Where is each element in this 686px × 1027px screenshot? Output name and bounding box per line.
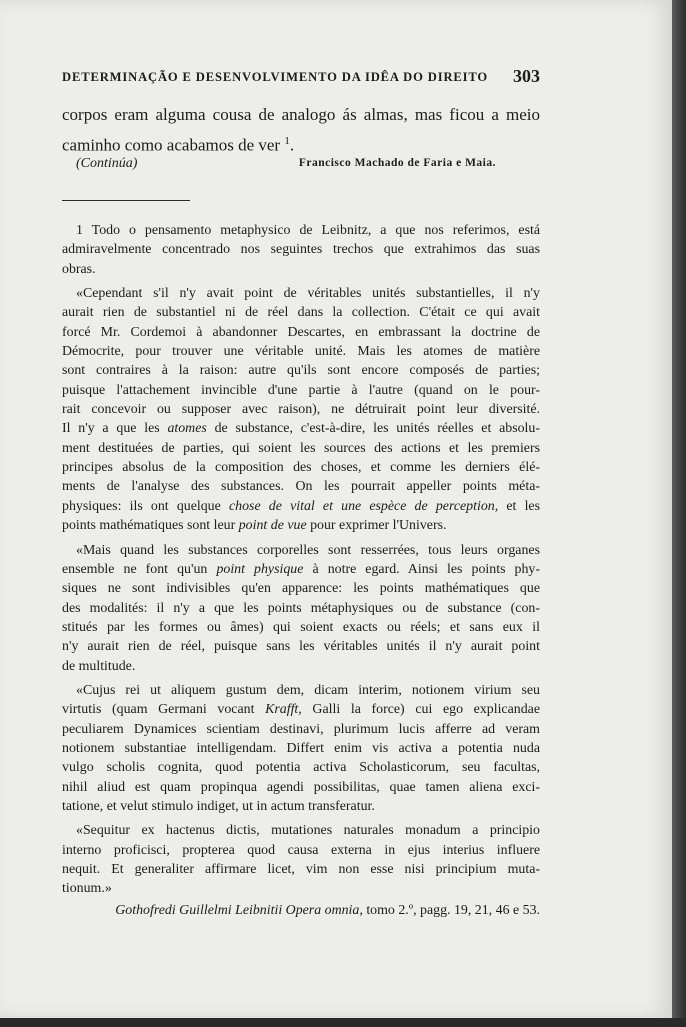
footnote-line: [62, 419, 540, 438]
footnote-line: ments de l'analyse des substances. On les pourrait appeller points méta-: [62, 479, 540, 495]
footnote-line: 1 Todo o pensamento metaphysico de Leibnitz, a que nos referimos, está: [76, 223, 540, 238]
footnote-line: siques ne sont indivisibles qu'en apparence: les points mathématiques que: [62, 581, 540, 597]
body-line: [62, 102, 540, 128]
footnote-line: «Sequitur ex hactenus dictis, mutationes naturales monadum a principio: [76, 823, 540, 839]
footnote-line: ment destituées de parties, qui soient les sources des actions et les premiers: [62, 440, 540, 456]
footnote-line: Démocrite, pour trouver une véritable unité. Mais les atomes de matière: [62, 344, 540, 360]
page-header: [62, 66, 540, 90]
author-name: Francisco Machado de Faria e Maia.: [298, 157, 496, 169]
footnote-line: principes absolus de la composition des choses, et comme les derniers élé-: [62, 460, 540, 476]
citation-ref: tomo 2.º, pagg. 19, 21, 46 e 53.: [366, 902, 540, 918]
footnote-line: tatione, et velut stimulo indiget, ut in actum transferatur.: [62, 798, 375, 814]
footnote-line: [62, 516, 540, 535]
footnote-line: [62, 497, 540, 516]
footnote-line: peculiarem Dynamices scientiam destinavi, plurimum lucis afferre ad veram: [62, 721, 540, 737]
footnote-paragraph: [62, 541, 540, 676]
text-run: virtutis (quam Germani vocant: [62, 702, 255, 718]
footnote-line: admiravelmente concentrado nos seguintes trechos que extrahimos das suas: [62, 242, 540, 258]
footnote-paragraph: [62, 284, 540, 535]
citation: [62, 901, 540, 920]
footnote-paragraph: [62, 821, 540, 920]
text-run: Galli la force) cui ego explicandae: [312, 702, 540, 718]
footnote-line: obras.: [62, 261, 96, 277]
footnote-line: n'y aurait rien de réel, puisque sans les véritables unités il n'y aurait point: [62, 639, 540, 655]
page-number: 303: [513, 66, 540, 86]
signature-line: [76, 156, 496, 176]
page-edge: [0, 1018, 686, 1027]
footnote-line: «Cependant s'il n'y avait point de véritables unités substantielles, il n'y: [76, 286, 540, 302]
footnote-line: sont contraires à la raison: autre qu'ils sont encore composés de parties;: [62, 363, 540, 379]
footnote-rule: [62, 200, 190, 201]
citation-title: Gothofredi Guillelmi Leibnitii Opera omnia,: [115, 902, 363, 918]
footnote-line: «Cujus rei ut aliquem gustum dem, dicam interim, notionem virium seu: [76, 682, 540, 698]
footnote-line: forcé Mr. Cordemoi à abandonner Descartes, en embrassant la doctrine de: [62, 324, 540, 340]
text-run: physiques: ils ont quelque: [62, 498, 221, 514]
body-line-text: caminho como acabamos de ver: [62, 135, 281, 155]
footnote-line: de multitude.: [62, 658, 136, 674]
body-line: [62, 128, 540, 159]
italic-run: atomes: [167, 421, 207, 437]
footnote-line: notionem substantiae intelligendam. Differt enim vis activa a potentia nuda: [62, 740, 540, 756]
body-line-text: .: [289, 135, 295, 155]
footnote-line: [62, 700, 540, 719]
text-run: à notre egard. Ainsi les points phy-: [312, 561, 540, 577]
italic-run: chose de vital et une espèce de perception,: [228, 498, 499, 514]
footnote-line: puisque l'attachement invincible d'une partie à l'autre (quand on le pour-: [62, 382, 540, 398]
text-run: et les: [506, 498, 541, 514]
text-run: Il n'y a que les: [62, 421, 160, 437]
page-edge: [672, 0, 686, 1027]
text-run: pour exprimer l'Univers.: [310, 518, 447, 534]
footnote-paragraph: [62, 221, 540, 279]
footnote-line: des modalités: il n'y a que les points métaphysiques ou de substance (con-: [62, 600, 540, 616]
italic-run: point physique: [216, 561, 304, 577]
continua-label: (Continúa): [76, 156, 138, 171]
footnote-line: nihil aliud est quam propinqua agendi possibilitas, quae tamen aliena exci-: [62, 779, 540, 795]
italic-run: Krafft,: [265, 702, 302, 718]
footnote-line: «Mais quand les substances corporelles sont resserrées, tous leurs organes: [76, 542, 540, 558]
body-text: [62, 102, 540, 159]
footnote-line: stitués par les formes ou âmes) qui soient exacts ou réels; et sans eux il: [62, 619, 540, 635]
footnote-line: [62, 560, 540, 579]
footnote: [62, 221, 540, 920]
footnote-line: nequit. Et generaliter affirmare licet, vim non esse nisi principium muta-: [62, 862, 540, 877]
footnote-line: tionum.»: [62, 881, 112, 897]
footnote-line: rait concevoir ou supposer avec raison), ne détruirait point leur diversité.: [62, 402, 540, 418]
footnote-line: aurait rien de substantiel ni de réel dans la collection. C'était ce qui avait: [62, 305, 540, 321]
text-run: de substance, c'est-à-dire, les unités réelles et absolu-: [214, 421, 540, 437]
footnote-paragraph: [62, 681, 540, 816]
running-head: DETERMINAÇÃO E DESENVOLVIMENTO DA IDÊA DO DIREITO: [62, 70, 489, 84]
footnote-ref: 1: [284, 135, 290, 147]
text-run: ensemble ne font qu'un: [62, 561, 208, 577]
italic-run: point de vue: [238, 518, 307, 534]
body-line-text: corpos eram alguma cousa de analogo ás almas, mas ficou a meio: [62, 105, 540, 124]
text-run: points mathématiques sont leur: [62, 518, 236, 534]
footnote-line: interno proficisci, propterea quod causa externa in ejus interius influere: [62, 842, 540, 858]
footnote-line: vulgo scholis cognita, quod potentia activa Scholasticorum, seu facultas,: [62, 760, 540, 776]
